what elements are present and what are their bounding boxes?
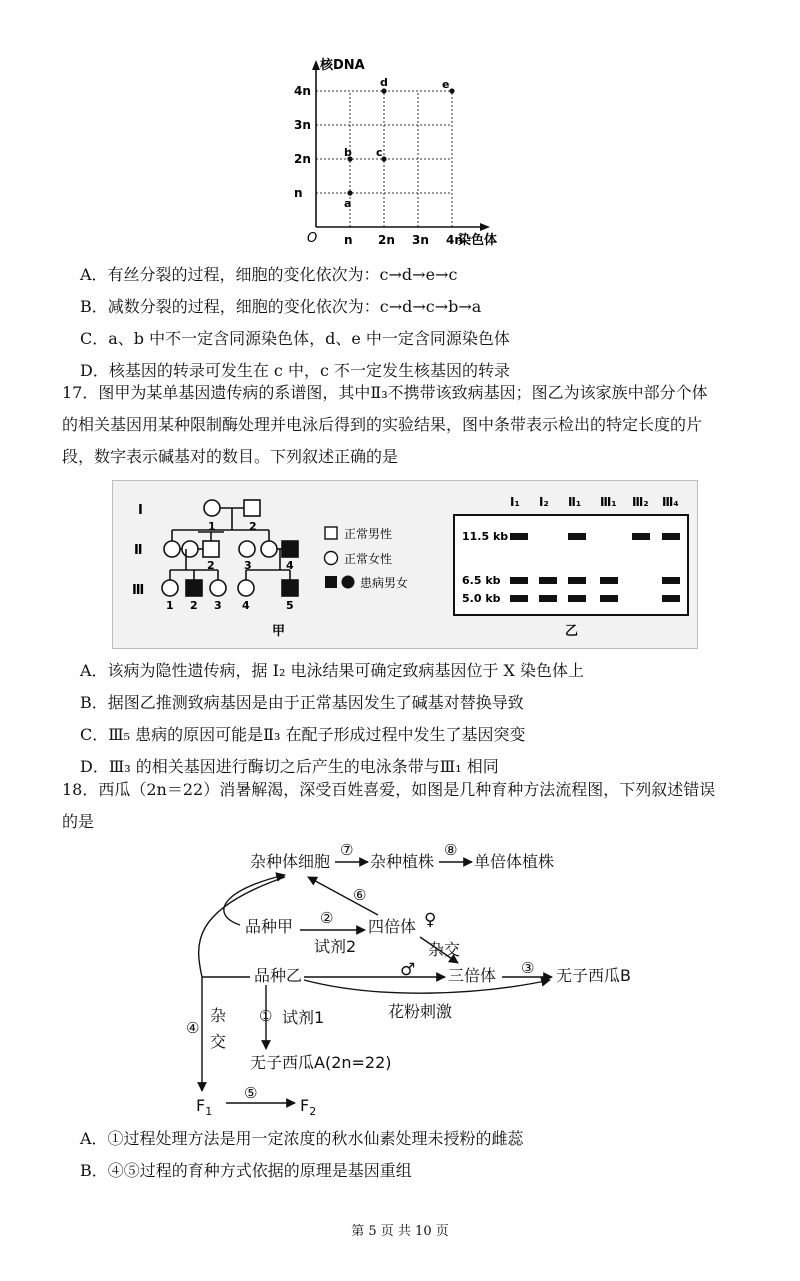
lane-label: Ⅲ₄ (662, 495, 679, 509)
page-footer: 第 5 页 共 10 页 (351, 1224, 449, 1239)
ped-num: 1 (208, 520, 216, 533)
gel-band (632, 533, 650, 540)
band-size-label: 6.5 kb (462, 574, 501, 587)
node-seedless-b: 无子西瓜B (556, 966, 631, 985)
label-cross: 杂交 (428, 940, 461, 959)
step-3: ③ (521, 959, 535, 977)
gen-label-ii: Ⅱ (134, 543, 143, 558)
q17-figure (112, 480, 698, 650)
gel-band (600, 595, 618, 602)
gel-band (539, 595, 557, 602)
legend-affected-male-icon (325, 576, 337, 588)
point-label: a (344, 197, 352, 210)
gel-band (568, 577, 586, 584)
step-5: ⑤ (244, 1084, 258, 1102)
q17-option-c: C．Ⅲ₅ 患病的原因可能是Ⅱ₃ 在配子形成过程中发生了基因突变 (80, 725, 526, 744)
chart-tick-labels (294, 84, 463, 247)
gel-band (600, 577, 618, 584)
lane-label: Ⅰ₁ (510, 495, 520, 509)
band-size-label: 5.0 kb (462, 592, 501, 605)
step-8: ⑧ (444, 841, 458, 859)
q17-stem-line: 段，数字表示碱基对的数目。下列叙述正确的是 (62, 447, 399, 466)
gel-band (662, 577, 680, 584)
gel-band (510, 595, 528, 602)
point-label: c (376, 146, 383, 159)
lane-label: Ⅰ₂ (539, 495, 549, 509)
lane-label: Ⅲ₂ (632, 495, 649, 509)
step-4: ④ (186, 1019, 200, 1037)
q17-stem-line: 17．图甲为某单基因遗传病的系谱图，其中Ⅱ₃不携带该致病基因；图乙为该家族中部分个体 (62, 383, 708, 402)
x-tick-label: 3n (412, 233, 429, 247)
gel-band (662, 533, 680, 540)
label-cross-v2: 交 (210, 1032, 227, 1051)
y-tick-label: n (294, 186, 303, 200)
ped-num: 2 (249, 520, 257, 533)
data-point (347, 190, 352, 195)
node-hybrid-cell: 杂种体细胞 (250, 852, 331, 871)
gel-caption: 乙 (565, 624, 579, 639)
point-label: b (344, 146, 352, 159)
y-tick-label: 2n (294, 152, 311, 166)
node-f2: $F_2$ (300, 1096, 317, 1118)
q18-stem-line: 18．西瓜（2n＝22）消暑解渴，深受百姓喜爱，如图是几种育种方法流程图，下列叙述错误 (62, 780, 716, 799)
ped-num: 2 (207, 559, 215, 572)
lane-label: Ⅲ₁ (600, 495, 617, 509)
q17-stem-line: 的相关基因用某种限制酶处理并电泳后得到的实验结果，图中条带表示检出的特定长度的片 (62, 415, 703, 434)
legend-normal-male: 正常男性 (344, 527, 393, 541)
dna-chromosome-chart (290, 52, 510, 252)
lane-label: Ⅱ₁ (568, 495, 582, 509)
label-pollen: 花粉刺激 (388, 1002, 453, 1021)
legend-male-icon (325, 527, 337, 539)
gel-band (568, 595, 586, 602)
node-seedless-a: 无子西瓜A(2n=22) (250, 1053, 392, 1072)
ped-num: 4 (286, 559, 294, 572)
node-triploid: 三倍体 (448, 966, 497, 985)
legend-female-icon (325, 552, 338, 565)
x-tick-label: 2n (378, 233, 395, 247)
point-label: e (442, 78, 450, 91)
ped-num: 4 (242, 599, 250, 612)
y-axis-arrow (312, 60, 320, 70)
band-size-label: 11.5 kb (462, 530, 509, 543)
gel-band (539, 577, 557, 584)
q18-option-a: A．①过程处理方法是用一定浓度的秋水仙素处理未授粉的雌蕊 (80, 1129, 524, 1148)
q18-stem-line: 的是 (62, 812, 95, 831)
point-label: d (380, 76, 388, 89)
step-1: ① (259, 1007, 273, 1025)
q17-stem (62, 377, 744, 473)
y-tick-label: 4n (294, 84, 311, 98)
q17-option-d: D．Ⅲ₃ 的相关基因进行酶切之后产生的电泳条带与Ⅲ₁ 相同 (80, 757, 499, 776)
y-tick-label: 3n (294, 118, 311, 132)
ped-num: 1 (166, 599, 174, 612)
origin-label: O (307, 231, 318, 246)
node-variety-a: 品种甲 (245, 917, 294, 936)
q18-option-b: B．④⑤过程的育种方式依据的原理是基因重组 (80, 1161, 412, 1180)
ped-num: 3 (214, 599, 222, 612)
legend-affected: 患病男女 (360, 576, 409, 590)
gel-band (510, 533, 528, 540)
gen-label-i: Ⅰ (138, 503, 143, 518)
node-tetraploid: 四倍体 (368, 917, 417, 936)
legend-normal-female: 正常女性 (344, 552, 393, 566)
label-cross-v1: 杂 (210, 1006, 227, 1025)
q16-option-a: A．有丝分裂的过程，细胞的变化依次为：c→d→e→c (80, 265, 458, 284)
node-f1: $F_1$ (196, 1096, 213, 1118)
q16-option-d: D．核基因的转录可发生在 c 中，c 不一定发生核基因的转录 (80, 361, 511, 380)
female-symbol: ♀ (424, 910, 437, 930)
chart-axes (312, 60, 490, 231)
gel-band (662, 595, 680, 602)
chart-points (344, 76, 455, 210)
step-2: ② (320, 909, 334, 927)
q17-option-a: A．该病为隐性遗传病，据 I₂ 电泳结果可确定致病基因位于 X 染色体上 (80, 661, 585, 680)
step-6: ⑥ (353, 886, 367, 904)
breeding-flowchart (180, 835, 680, 1120)
node-variety-b: 品种乙 (254, 966, 303, 985)
data-point (449, 88, 454, 93)
q18-stem (62, 774, 744, 838)
q16-option-b: B．减数分裂的过程，细胞的变化依次为：c→d→c→b→a (80, 297, 482, 316)
gel-band (568, 533, 586, 540)
x-axis-arrow (480, 223, 490, 231)
q17-option-b: B．据图乙推测致病基因是由于正常基因发生了碱基对替换导致 (80, 693, 524, 712)
data-point (381, 88, 386, 93)
label-reagent2: 试剂2 (314, 937, 357, 956)
node-hybrid-plant: 杂种植株 (370, 852, 435, 871)
ped-num: 5 (286, 599, 294, 612)
ped-num: 3 (244, 559, 252, 572)
node-haploid: 单倍体植株 (474, 852, 555, 871)
x-axis-label: 染色体 (458, 233, 498, 248)
male-symbol: ♂ (400, 960, 416, 980)
gel-band (510, 577, 528, 584)
x-tick-label: 4n (446, 233, 463, 247)
ped-num: 2 (190, 599, 198, 612)
pedigree-caption: 甲 (272, 624, 286, 639)
gen-label-iii: Ⅲ (132, 583, 145, 598)
step-7: ⑦ (340, 841, 354, 859)
q16-option-c: C．a、b 中不一定含同源染色体，d、e 中一定含同源染色体 (80, 329, 510, 348)
label-reagent1: 试剂1 (282, 1008, 325, 1027)
legend-affected-female-icon (342, 576, 355, 589)
x-tick-label: n (344, 233, 353, 247)
y-axis-label: 核DNA (320, 58, 365, 73)
